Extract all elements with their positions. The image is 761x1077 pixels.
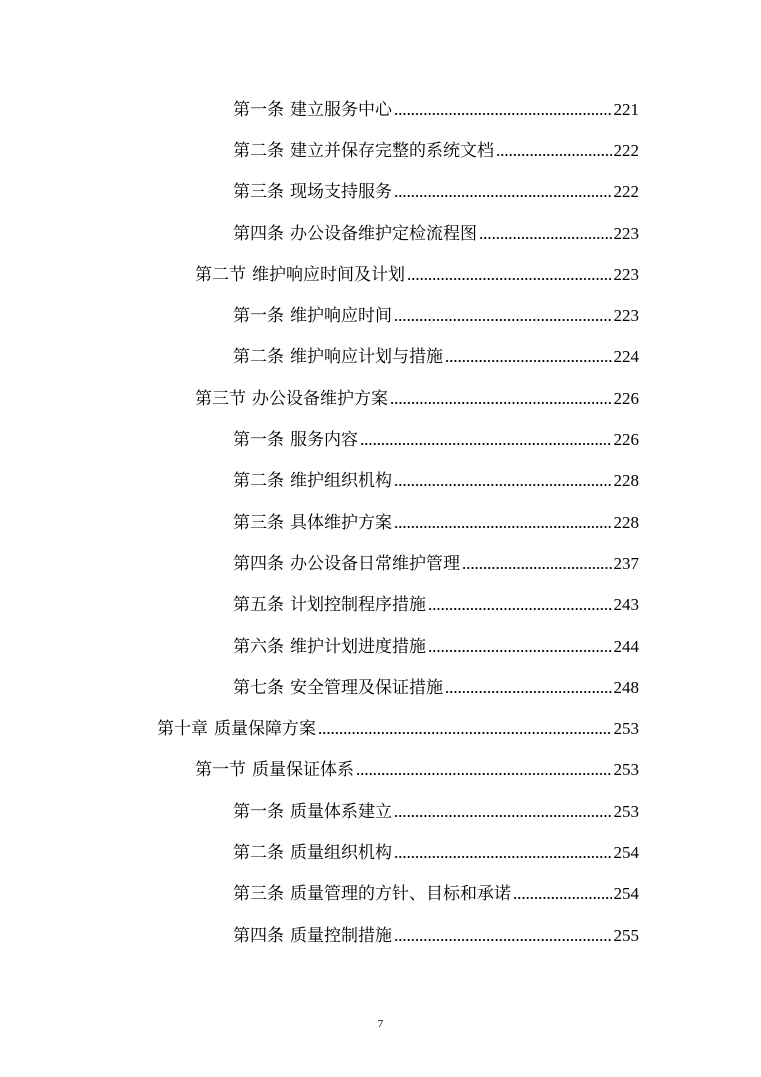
toc-entry-link[interactable] — [233, 430, 639, 450]
toc-dot-leader — [394, 317, 612, 323]
toc-entry-title: 质量体系建立 — [290, 801, 392, 822]
toc-entry-link[interactable] — [233, 884, 639, 904]
toc-entry-title: 质量控制措施 — [290, 925, 392, 946]
toc-entry-page: 223 — [613, 223, 639, 243]
toc-entry-number: 第二条 — [233, 471, 284, 492]
toc-entry — [0, 874, 761, 915]
toc-entry-number: 第一条 — [233, 801, 284, 822]
toc-dot-leader — [428, 606, 612, 612]
toc-entry-number: 第二条 — [233, 347, 284, 368]
toc-entry-link[interactable] — [233, 224, 639, 244]
toc-dot-leader — [496, 152, 612, 158]
toc-entry-number: 第一条 — [233, 306, 284, 327]
toc-entry-link[interactable] — [233, 595, 639, 615]
toc-entry-page: 223 — [613, 306, 639, 326]
toc-dot-leader — [428, 648, 612, 654]
toc-entry-link[interactable] — [233, 554, 639, 574]
toc-entry — [0, 667, 761, 708]
toc-entry-number: 第四条 — [233, 925, 284, 946]
toc-entry-link[interactable] — [233, 802, 639, 822]
toc-entry-title: 办公设备维护方案 — [252, 388, 388, 409]
toc-entry-number: 第三条 — [233, 884, 284, 905]
toc-entry-number: 第三条 — [233, 182, 284, 203]
toc-entry-title: 维护组织机构 — [290, 471, 392, 492]
toc-entry-number: 第一条 — [233, 430, 284, 451]
toc-entry — [0, 89, 761, 130]
toc-entry — [0, 295, 761, 336]
toc-dot-leader — [360, 441, 612, 447]
toc-entry-link[interactable] — [195, 760, 639, 780]
toc-entry-title: 维护响应计划与措施 — [290, 347, 443, 368]
toc-entry-title: 安全管理及保证措施 — [290, 677, 443, 698]
toc-entry — [0, 585, 761, 626]
toc-entry — [0, 832, 761, 873]
toc-entry-page: 243 — [613, 595, 639, 615]
toc-entry-link[interactable] — [233, 347, 639, 367]
toc-entry-page: 228 — [613, 471, 639, 491]
toc-entry-title: 计划控制程序措施 — [290, 595, 426, 616]
toc-dot-leader — [318, 730, 612, 736]
toc-entry — [0, 626, 761, 667]
toc-entry-number: 第三节 — [195, 388, 246, 409]
toc-entry-link[interactable] — [233, 637, 639, 657]
toc-entry — [0, 502, 761, 543]
toc-dot-leader — [462, 565, 612, 571]
toc-entry-number: 第一节 — [195, 760, 246, 781]
toc-entry-number: 第三条 — [233, 512, 284, 533]
toc-dot-leader — [394, 524, 612, 530]
toc-entry-page: 248 — [613, 677, 639, 697]
toc-entry — [0, 750, 761, 791]
toc-entry — [0, 708, 761, 749]
toc-entry-page: 253 — [613, 801, 639, 821]
toc-entry-link[interactable] — [195, 389, 639, 409]
toc-entry-link[interactable] — [233, 141, 639, 161]
toc-entry-link[interactable] — [233, 513, 639, 533]
toc-dot-leader — [445, 689, 612, 695]
toc-dot-leader — [445, 358, 612, 364]
toc-entry-page: 255 — [613, 925, 639, 945]
toc-dot-leader — [356, 771, 612, 777]
toc-entry-link[interactable] — [233, 471, 639, 491]
toc-entry-title: 维护响应时间及计划 — [252, 264, 405, 285]
toc-entry-link[interactable] — [233, 843, 639, 863]
toc-entry-page: 222 — [613, 140, 639, 160]
toc-entry-link[interactable] — [233, 678, 639, 698]
toc-entry-number: 第四条 — [233, 223, 284, 244]
toc-entry — [0, 213, 761, 254]
toc-dot-leader — [394, 193, 612, 199]
toc-entry — [0, 378, 761, 419]
toc-entry — [0, 543, 761, 584]
toc-dot-leader — [394, 482, 612, 488]
page-number: 7 — [377, 1018, 384, 1030]
toc-entry-number: 第二条 — [233, 140, 284, 161]
toc-entry-number: 第一条 — [233, 99, 284, 120]
toc-entry-link[interactable] — [233, 306, 639, 326]
toc-entry-link[interactable] — [157, 719, 639, 739]
toc-entry — [0, 419, 761, 460]
toc-dot-leader — [479, 235, 612, 241]
toc-entry-title: 建立并保存完整的系统文档 — [290, 140, 494, 161]
toc-entry-number: 第五条 — [233, 595, 284, 616]
toc-entry-page: 226 — [613, 430, 639, 450]
toc-entry-page: 244 — [613, 636, 639, 656]
toc-entry-page: 254 — [613, 842, 639, 862]
toc-entry-link[interactable] — [195, 265, 639, 285]
toc-entry-page: 222 — [613, 182, 639, 202]
toc-entry-page: 254 — [613, 884, 639, 904]
toc-dot-leader — [394, 854, 612, 860]
toc-entry-number: 第二条 — [233, 842, 284, 863]
toc-entry-title: 维护计划进度措施 — [290, 636, 426, 657]
toc-entry-link[interactable] — [233, 926, 639, 946]
toc-entry-link[interactable] — [233, 100, 639, 120]
toc-entry-title: 质量保障方案 — [214, 719, 316, 740]
toc-dot-leader — [513, 895, 612, 901]
toc-entry-title: 质量管理的方针、目标和承诺 — [290, 884, 511, 905]
toc-entry-title: 具体维护方案 — [290, 512, 392, 533]
toc-entry-number: 第十章 — [157, 719, 208, 740]
toc-entry-title: 服务内容 — [290, 430, 358, 451]
toc-dot-leader — [390, 400, 612, 406]
toc-entry-title: 办公设备维护定检流程图 — [290, 223, 477, 244]
toc-dot-leader — [407, 276, 612, 282]
toc-entry — [0, 130, 761, 171]
toc-entry-page: 226 — [613, 388, 639, 408]
toc-entry — [0, 461, 761, 502]
toc-entry — [0, 791, 761, 832]
toc-entry — [0, 915, 761, 956]
toc-entry-number: 第四条 — [233, 553, 284, 574]
toc-dot-leader — [394, 111, 612, 117]
toc-entry-number: 第六条 — [233, 636, 284, 657]
toc-dot-leader — [394, 813, 612, 819]
toc-entry-page: 237 — [613, 553, 639, 573]
toc-entry-page: 253 — [613, 760, 639, 780]
toc-entry-page: 224 — [613, 347, 639, 367]
toc-entry-page: 253 — [613, 719, 639, 739]
toc-entry-number: 第二节 — [195, 264, 246, 285]
toc-entry-page: 221 — [613, 99, 639, 119]
toc-entry-title: 办公设备日常维护管理 — [290, 553, 460, 574]
toc-entry-page: 223 — [613, 264, 639, 284]
toc-dot-leader — [394, 937, 612, 943]
toc-entry — [0, 172, 761, 213]
toc-entry-title: 维护响应时间 — [290, 306, 392, 327]
toc-entry-title: 质量保证体系 — [252, 760, 354, 781]
toc-entry-title: 质量组织机构 — [290, 842, 392, 863]
toc-entry-page: 228 — [613, 512, 639, 532]
toc-entry-link[interactable] — [233, 182, 639, 202]
table-of-contents — [0, 89, 761, 956]
toc-entry — [0, 254, 761, 295]
toc-entry-title: 建立服务中心 — [290, 99, 392, 120]
toc-entry-title: 现场支持服务 — [290, 182, 392, 203]
toc-entry — [0, 337, 761, 378]
toc-entry-number: 第七条 — [233, 677, 284, 698]
